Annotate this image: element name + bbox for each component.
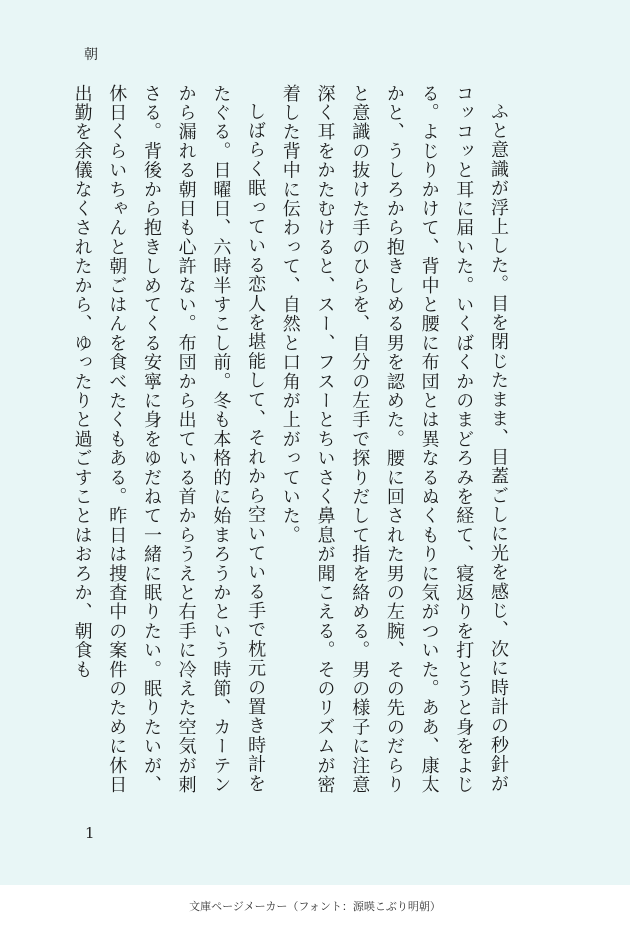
body-text xyxy=(64,84,515,804)
page-number: 1 xyxy=(85,824,95,842)
chapter-title: 朝 xyxy=(84,47,98,63)
footer-credit: 文庫ページメーカー（フォント：源暎こぶり明朝） xyxy=(189,900,441,913)
paragraph: しばらく眠っている恋人を堪能して、それから空いている手で枕元の置き時計をたぐる。日曜日、六時半すこし前。冬も本格的に始まろうかという時節、カーテンから漏れる朝日も心許ない。布団から出ている首からうえと右手に冷えた空気が刺さる。背後から抱きしめてくる安寧に身をゆだねて一緒に眠りたい。眠りたいが、休日くらいちゃんと朝ごはんを食べたくもある。昨日は捜査中の案件のために休日出勤を余儀なくされたから、ゆったりと過ごすことはおろか、朝食も xyxy=(71,84,267,795)
paragraph: ふと意識が浮上した。目を閉じたまま、目蓋ごしに光を感じ、次に時計の秒針がコッコッと耳に届いた。いくばくかのまどろみを経て、寝返りを打とうと身をよじる。よじりかけて、背中と腰に布団とは異なるぬくもりに気がついた。ああ、康太かと、うしろから抱きしめる男を認めた。腰に回された男の左腕、その先のだらりと意識の抜けた手のひらを、自分の左手で探りだして指を絡める。男の様子に注意深く耳をかたむけると、スー、フスーとちいさく鼻息が聞こえる。そのリズムが密着した背中に伝わって、自然と口角が上がっていた。 xyxy=(279,84,509,795)
